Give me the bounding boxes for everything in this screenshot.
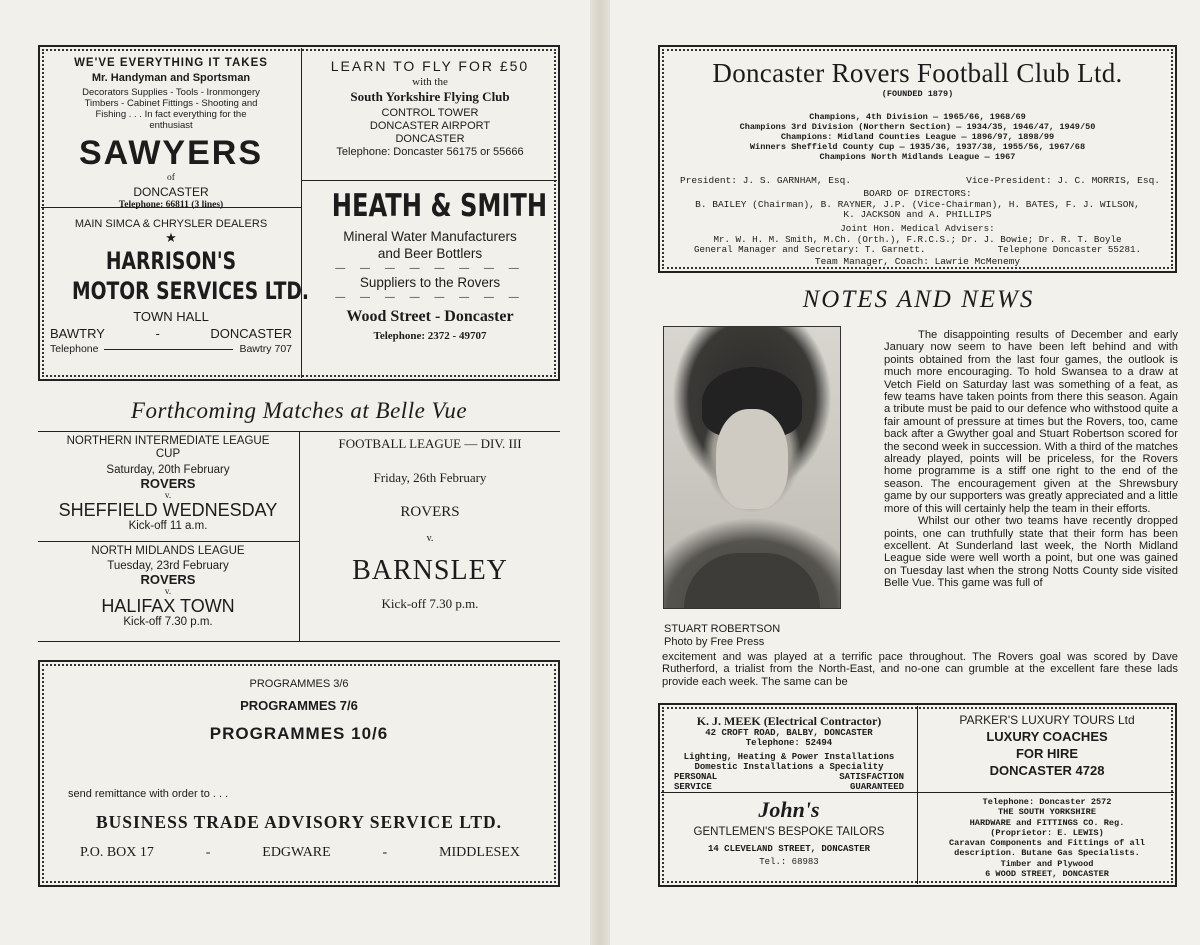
harrisons-doncaster: DONCASTER [210, 326, 292, 341]
club-presidents [680, 175, 1160, 186]
programmes-sep-2: - [382, 845, 388, 860]
match-2-away: HALIFAX TOWN [101, 596, 235, 616]
caption-credit: Photo by Free Press [664, 636, 765, 648]
board-line-1: B. BAILEY (Chairman), B. RAYNER, J.P. (Vice-Chairman), H. BATES, F. J. WILSON, [695, 198, 1140, 210]
parker-line-3: FOR HIRE [1015, 746, 1079, 761]
match-2-league: NORTH MIDLANDS LEAGUE [91, 545, 245, 557]
programmes-sep-1: - [205, 845, 211, 860]
harrisons-hall: TOWN HALL [133, 309, 209, 324]
notes-column [884, 329, 1178, 590]
player-photo [663, 326, 841, 609]
hardware-line-1: THE SOUTH YORKSHIRE [998, 807, 1096, 818]
honour-1: Champions, 4th Division — 1965/66, 1968/69 [809, 112, 1026, 122]
meek-address: 42 CROFT ROAD, BALBY, DONCASTER [705, 728, 873, 738]
parker-line-2: LUXURY COACHES [986, 729, 1108, 744]
match-1-date: Saturday, 20th February [106, 464, 230, 476]
hardware-line-4: Caravan Components and Fittings of all [949, 838, 1145, 849]
sawyers-phone: Telephone: 66811 (3 lines) [118, 200, 224, 210]
heath-line-2: and Beer Bottlers [377, 246, 483, 261]
meek-satisfaction: SATISFACTION [839, 772, 904, 783]
flying-club-ad [304, 58, 556, 158]
match-1-league: NORTHERN INTERMEDIATE LEAGUE [66, 435, 270, 447]
meek-personal: PERSONAL [674, 772, 718, 783]
sawyers-town: DONCASTER [133, 185, 209, 199]
hardware-line-7: 6 WOOD STREET, DONCASTER [985, 869, 1109, 880]
programmes-remit: send remittance with order to . . . [68, 788, 229, 800]
medical-advisers: Mr. W. H. M. Smith, M.Ch. (Orth.), F.R.C.S.; Dr. J. Bowie; Dr. R. T. Boyle [713, 233, 1122, 245]
parker-divider [917, 792, 1174, 793]
club-president: President: J. S. GARNHAM, Esq. [680, 175, 852, 186]
caption-name: STUART ROBERTSON [664, 623, 781, 635]
harrisons-dealers: MAIN SIMCA & CHRYSLER DEALERS [74, 218, 268, 230]
harrisons-phone-number: Bawtry 707 [239, 343, 292, 355]
heath-dash-1: — — — — — — — — [335, 263, 525, 274]
club-medical [662, 224, 1173, 256]
hardware-line-2: HARDWARE and FITTINGS CO. Reg. [969, 817, 1125, 828]
matches-rule-bottom [38, 641, 560, 642]
heath-line-3: Suppliers to the Rovers [359, 275, 501, 290]
match-3-away: BARNSLEY [352, 555, 508, 586]
match-2-date: Tuesday, 23rd February [107, 560, 229, 572]
sawyers-body-3: Fishing . . . In fact everything for the [95, 109, 247, 120]
johns-address: 14 CLEVELAND STREET, DONCASTER [707, 844, 871, 854]
flying-with: with the [412, 76, 448, 88]
notes-paragraph-2: Whilst our other two teams have recently dropped points, one can truthfully state that their form has been excellent. At Sunderland last week, the North Midland League side were well worth a point, but one was gained on Tuesday last when the strong Notts County side visited Belle Vue. This game was full of [884, 515, 1178, 590]
meek-ad [664, 714, 914, 793]
match-3-kickoff: Kick-off 7.30 p.m. [381, 596, 479, 611]
programmes-company: BUSINESS TRADE ADVISORY SERVICE LTD. [95, 812, 503, 832]
flying-phone: Telephone: Doncaster 56175 or 55666 [336, 146, 524, 158]
ads-divider-right [301, 180, 557, 181]
hardware-ad [920, 797, 1174, 879]
flying-line-2: DONCASTER AIRPORT [369, 120, 491, 132]
flying-line-3: DONCASTER [395, 133, 465, 145]
flying-line-1: CONTROL TOWER [381, 107, 479, 119]
sawyers-name: SAWYERS [78, 134, 264, 172]
programmes-address [80, 845, 520, 861]
programmes-edgware: EDGWARE [262, 845, 331, 860]
meek-phone: Telephone: 52494 [745, 738, 833, 749]
honour-3: Champions: Midland Counties League — 1896/97, 1898/99 [780, 132, 1055, 142]
meek-guaranteed: GUARANTEED [849, 782, 904, 793]
hardware-phone: Telephone: Doncaster 2572 [982, 797, 1112, 807]
matches-heading: Forthcoming Matches at Belle Vue [130, 398, 468, 423]
honour-2: Champions 3rd Division (Northern Section) — 1934/35, 1946/47, 1949/50 [739, 122, 1096, 132]
sawyers-body-2: Timbers - Cabinet Fittings - Shooting and [84, 98, 258, 109]
team-manager: Team Manager, Coach: Lawrie McMenemy [814, 256, 1021, 267]
match-2-home: ROVERS [140, 572, 196, 587]
sawyers-subtitle: Mr. Handyman and Sportsman [91, 72, 251, 84]
parker-ad [920, 713, 1174, 779]
phone-rule [104, 349, 233, 350]
match-3-date: Friday, 26th February [373, 470, 487, 485]
programmes-price-1: PROGRAMMES 3/6 [249, 678, 349, 690]
ads-divider-vertical [301, 48, 302, 378]
page-gutter [590, 0, 610, 945]
sawyers-ad [44, 57, 298, 210]
programmes-price-3: PROGRAMMES 10/6 [209, 724, 389, 743]
meek-line-2: Domestic Installations a Speciality [694, 761, 884, 772]
match-1-home: ROVERS [140, 476, 196, 491]
heath-line-1: Mineral Water Manufacturers [343, 229, 517, 244]
match-2-v: v. [164, 586, 172, 596]
harrisons-ad [44, 218, 310, 355]
match-1-cup: CUP [155, 448, 181, 460]
parker-line-1: PARKER'S LUXURY TOURS Ltd [959, 713, 1135, 727]
match-1-v: v. [164, 490, 172, 500]
harrisons-phone-label: Telephone [50, 343, 99, 355]
match-3-league: FOOTBALL LEAGUE — DIV. III [338, 436, 522, 451]
meek-service: SERVICE [674, 782, 712, 793]
sawyers-body-1: Decorators Supplies - Tools - Ironmongery [82, 87, 260, 98]
programmes-middlesex: MIDDLESEX [439, 845, 520, 860]
match-2-kickoff: Kick-off 7.30 p.m. [123, 616, 213, 628]
harrisons-bawtry: BAWTRY [50, 326, 105, 341]
club-name: Doncaster Rovers Football Club Ltd. [712, 58, 1123, 88]
heath-smith-name: HEATH & SMITH [331, 188, 548, 224]
star-icon: ★ [165, 230, 177, 245]
sawyers-body-4: enthusiast [149, 120, 193, 131]
notes-paragraph-1: The disappointing results of December and early January now seem to have been left behind and with points obtained from the last four games, the outlook is much more encouraging. To hold Swansea to a draw at Vetch Field on Saturday last was something of a feat, as few teams have taken points from there this season. Again a tribute must be paid to our defence who withstood quite a fair amount of pressure at times but the Rovers, too, came back after a Gwyther goal and Stuart Robertson scored for the second week in succession. With a third of the matches already played, points will be priceless, for the Rovers home programme is a stiff one right to the end of the season. The encouragement given at the Shrewsbury game by our supporters was greatly appreciated and a little more of this will certainly help the team in their efforts. [884, 329, 1178, 515]
notes-heading: NOTES AND NEWS [802, 286, 1035, 313]
match-3-home: ROVERS [400, 504, 460, 520]
board-line-2: K. JACKSON and A. PHILLIPS [843, 209, 992, 220]
ads-bottom-divider [917, 706, 918, 884]
matches-divider [299, 431, 300, 641]
harrisons-sep: - [155, 326, 160, 341]
notes-paragraph-3: excitement and was played at a terrific pace throughout. The Rovers goal was scored by Dave Rutherford, a trialist from the North-East, and no-one can grumble at the excellent fare these lads provide each week. The same can be [662, 651, 1178, 688]
meek-line-1: Lighting, Heating & Power Installations [683, 751, 895, 762]
programmes-price-2: PROGRAMMES 7/6 [240, 698, 358, 713]
club-honours [662, 112, 1173, 162]
club-board [662, 189, 1173, 221]
programmes-prices [44, 678, 554, 744]
match-1-kickoff: Kick-off 11 a.m. [128, 520, 208, 532]
flying-club-name: South Yorkshire Flying Club [350, 89, 510, 104]
sawyers-title: WE'VE EVERYTHING IT TAKES [74, 57, 268, 69]
match-1-away: SHEFFIELD WEDNESDAY [58, 500, 278, 520]
photo-shirt [684, 553, 820, 608]
club-vice-president: Vice-President: J. C. MORRIS, Esq. [966, 175, 1160, 186]
hardware-line-3: (Proprietor: E. LEWIS) [990, 827, 1104, 838]
sawyers-of: of [167, 173, 175, 183]
medical-title: Joint Hon. Medical Advisers: [840, 223, 995, 234]
board-title: BOARD OF DIRECTORS: [863, 188, 972, 199]
honour-5: Champions North Midlands League — 1967 [819, 152, 1016, 162]
match-3-v: v. [426, 533, 434, 544]
hardware-line-6: Timber and Plywood [1000, 858, 1094, 869]
heath-street: Wood Street - Doncaster [346, 308, 514, 325]
club-founded: (FOUNDED 1879) [881, 89, 954, 99]
club-telephone: Telephone Doncaster 55281. [997, 244, 1141, 255]
notes-full-width [662, 651, 1178, 688]
harrisons-name: HARRISON'S [105, 247, 237, 275]
match-1 [40, 435, 296, 532]
johns-ad [664, 796, 914, 867]
harrisons-company: MOTOR SERVICES LTD. [71, 277, 310, 305]
meek-name: K. J. MEEK (Electrical Contractor) [696, 714, 882, 728]
photo-face [716, 409, 788, 509]
hardware-line-5: description. Butane Gas Specialists. [954, 848, 1140, 859]
flying-title: LEARN TO FLY FOR £50 [330, 58, 530, 74]
johns-tel: Tel.: 68983 [759, 857, 819, 867]
heath-dash-2: — — — — — — — — [335, 292, 525, 303]
heath-phone: Telephone: 2372 - 49707 [373, 330, 487, 342]
honour-4: Winners Sheffield County Cup — 1935/36, 1937/38, 1955/56, 1967/68 [749, 142, 1086, 152]
johns-line-1: GENTLEMEN'S BESPOKE TAILORS [693, 826, 885, 838]
match-3 [302, 436, 558, 612]
photo-caption [664, 623, 780, 649]
heath-smith-ad [304, 186, 556, 342]
match-2 [40, 545, 296, 628]
parker-line-4: DONCASTER 4728 [989, 763, 1105, 778]
general-manager: General Manager and Secretary: T. Garnett. [694, 244, 926, 255]
programmes-box: P.O. BOX 17 [80, 845, 154, 860]
johns-name: John's [758, 797, 820, 822]
matches-divider-h [38, 541, 299, 542]
